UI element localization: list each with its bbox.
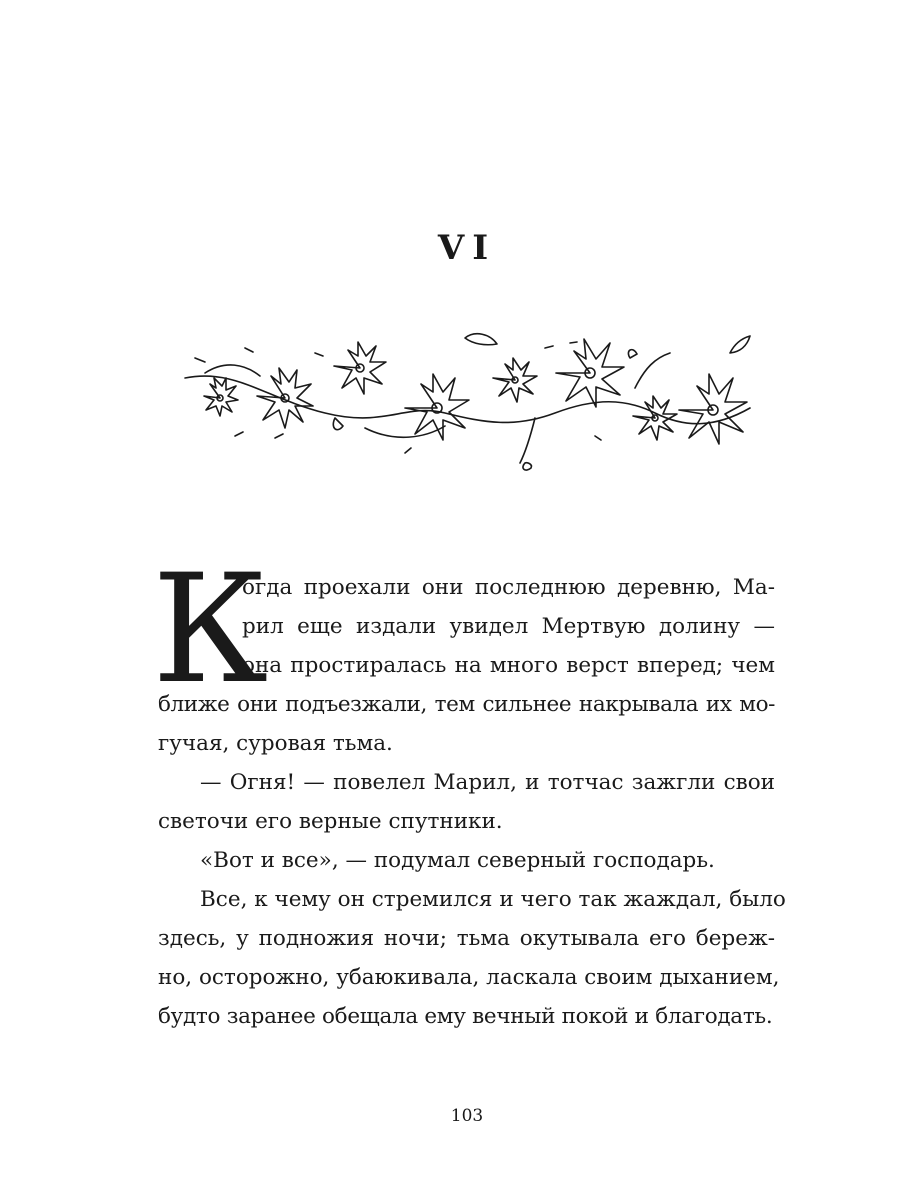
text-line: рил еще издали увидел Мертвую долину —	[242, 614, 775, 639]
text-line: будто заранее обещала ему вечный покой и благодать.	[158, 1004, 773, 1029]
text-line: «Вот и все», — подумал северный господарь.	[200, 848, 715, 873]
page-number: 103	[450, 1106, 484, 1126]
text-line: гучая, суровая тьма.	[158, 731, 393, 756]
body-text	[152, 543, 786, 1036]
text-line: светочи его верные спутники.	[158, 809, 503, 834]
text-line: она простиралась на много верст вперед; чем	[242, 653, 775, 678]
chapter-title: VI	[437, 228, 497, 268]
text-line: но, осторожно, убаюкивала, ласкала своим дыханием,	[158, 965, 780, 990]
text-line: огда проехали они последнюю деревню, Ма-	[242, 575, 775, 600]
drop-cap: К	[152, 543, 269, 717]
text-line: Все, к чему он стремился и чего так жаждал, было	[200, 887, 786, 912]
text-line: ближе они подъезжали, тем сильнее накрывала их мо-	[158, 692, 775, 717]
text-line: — Огня! — повелел Марил, и тотчас зажгли свои	[200, 770, 775, 795]
text-line: здесь, у подножия ночи; тьма окутывала его береж-	[158, 926, 775, 951]
cornflower-garland-icon	[175, 318, 760, 478]
